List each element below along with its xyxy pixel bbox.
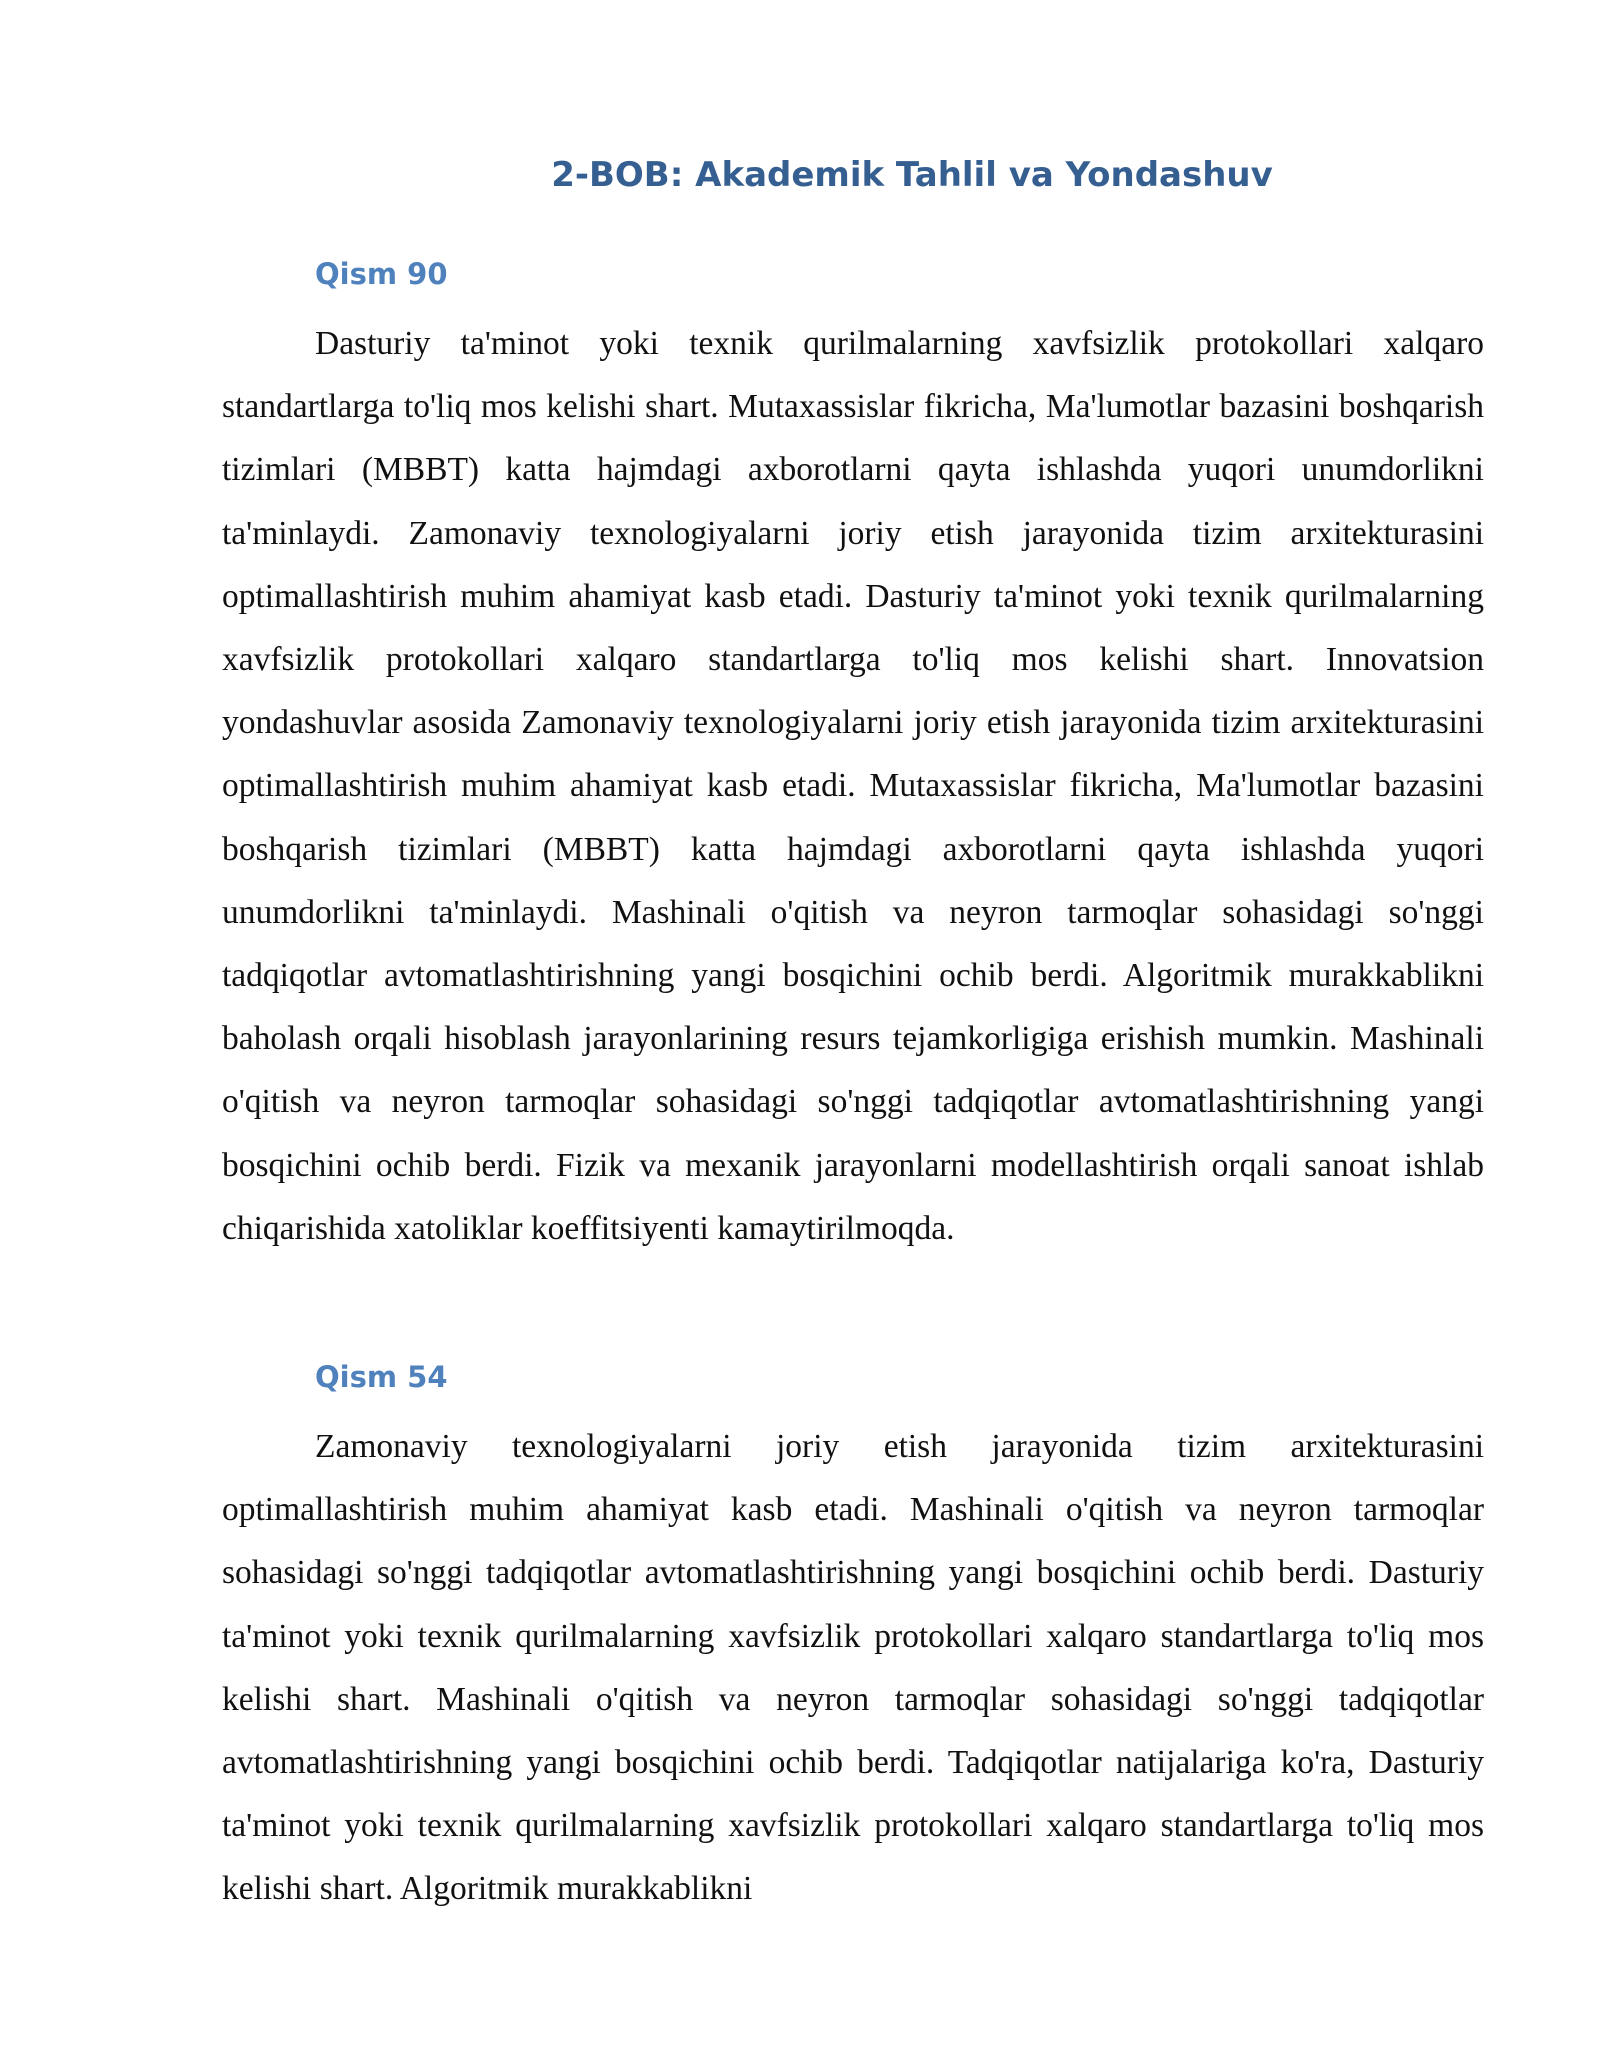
section-heading: Qism 54 [315, 1360, 448, 1394]
section-paragraph: Zamonaviy texnologiyalarni joriy etish jarayonida tizim arxitekturasini optimallashtirish muhim ahamiyat kasb etadi. Mashinali o'qitish va neyron tarmoqlar sohasidagi so'nggi tadqiqotlar avtomatlashtirishning yangi bosqichini ochib berdi. Dasturiy ta'minot yoki texnik qurilmalarning xavfsizlik protokollari xalqaro standartlarga to'liq mos kelishi shart. Mashinali o'qitish va neyron tarmoqlar sohasidagi so'nggi tadqiqotlar avtomatlashtirishning yangi bosqichini ochib berdi. Tadqiqotlar natijalariga ko'ra, Dasturiy ta'minot yoki texnik qurilmalarning xavfsizlik protokollari xalqaro standartlarga to'liq mos kelishi shart. Algoritmik murakkablikni [222, 1428, 1484, 1908]
section-heading: Qism 90 [315, 257, 448, 291]
section [222, 1355, 1484, 1921]
section-paragraph: Dasturiy ta'minot yoki texnik qurilmalarning xavfsizlik protokollari xalqaro standartlarga to'liq mos kelishi shart. Mutaxassislar fikricha, Ma'lumotlar bazasini boshqarish tizimlari (MBBT) katta hajmdagi axborotlarni qayta ishlashda yuqori unumdorlikni ta'minlaydi. Zamonaviy texnologiyalarni joriy etish jarayonida tizim arxitekturasini optimallashtirish muhim ahamiyat kasb etadi. Dasturiy ta'minot yoki texnik qurilmalarning xavfsizlik protokollari xalqaro standartlarga to'liq mos kelishi shart. Innovatsion yondashuvlar asosida Zamonaviy texnologiyalarni joriy etish jarayonida tizim arxitekturasini optimallashtirish muhim ahamiyat kasb etadi. Mutaxassislar fikricha, Ma'lumotlar bazasini boshqarish tizimlari (MBBT) katta hajmdagi axborotlarni qayta ishlashda yuqori unumdorlikni ta'minlaydi. Mashinali o'qitish va neyron tarmoqlar sohasidagi so'nggi tadqiqotlar avtomatlashtirishning yangi bosqichini ochib berdi. Algoritmik murakkablikni baholash orqali hisoblash jarayonlarining resurs tejamkorligiga erishish mumkin. Mashinali o'qitish va neyron tarmoqlar sohasidagi so'nggi tadqiqotlar avtomatlashtirishning yangi bosqichini ochib berdi. Fizik va mexanik jarayonlarni modellashtirish orqali sanoat ishlab chiqarishida xatoliklar koeffitsiyenti kamaytirilmoqda. [222, 325, 1484, 1247]
section [222, 252, 1484, 1260]
chapter-title: 2-BOB: Akademik Tahlil va Yondashuv [551, 155, 1273, 195]
